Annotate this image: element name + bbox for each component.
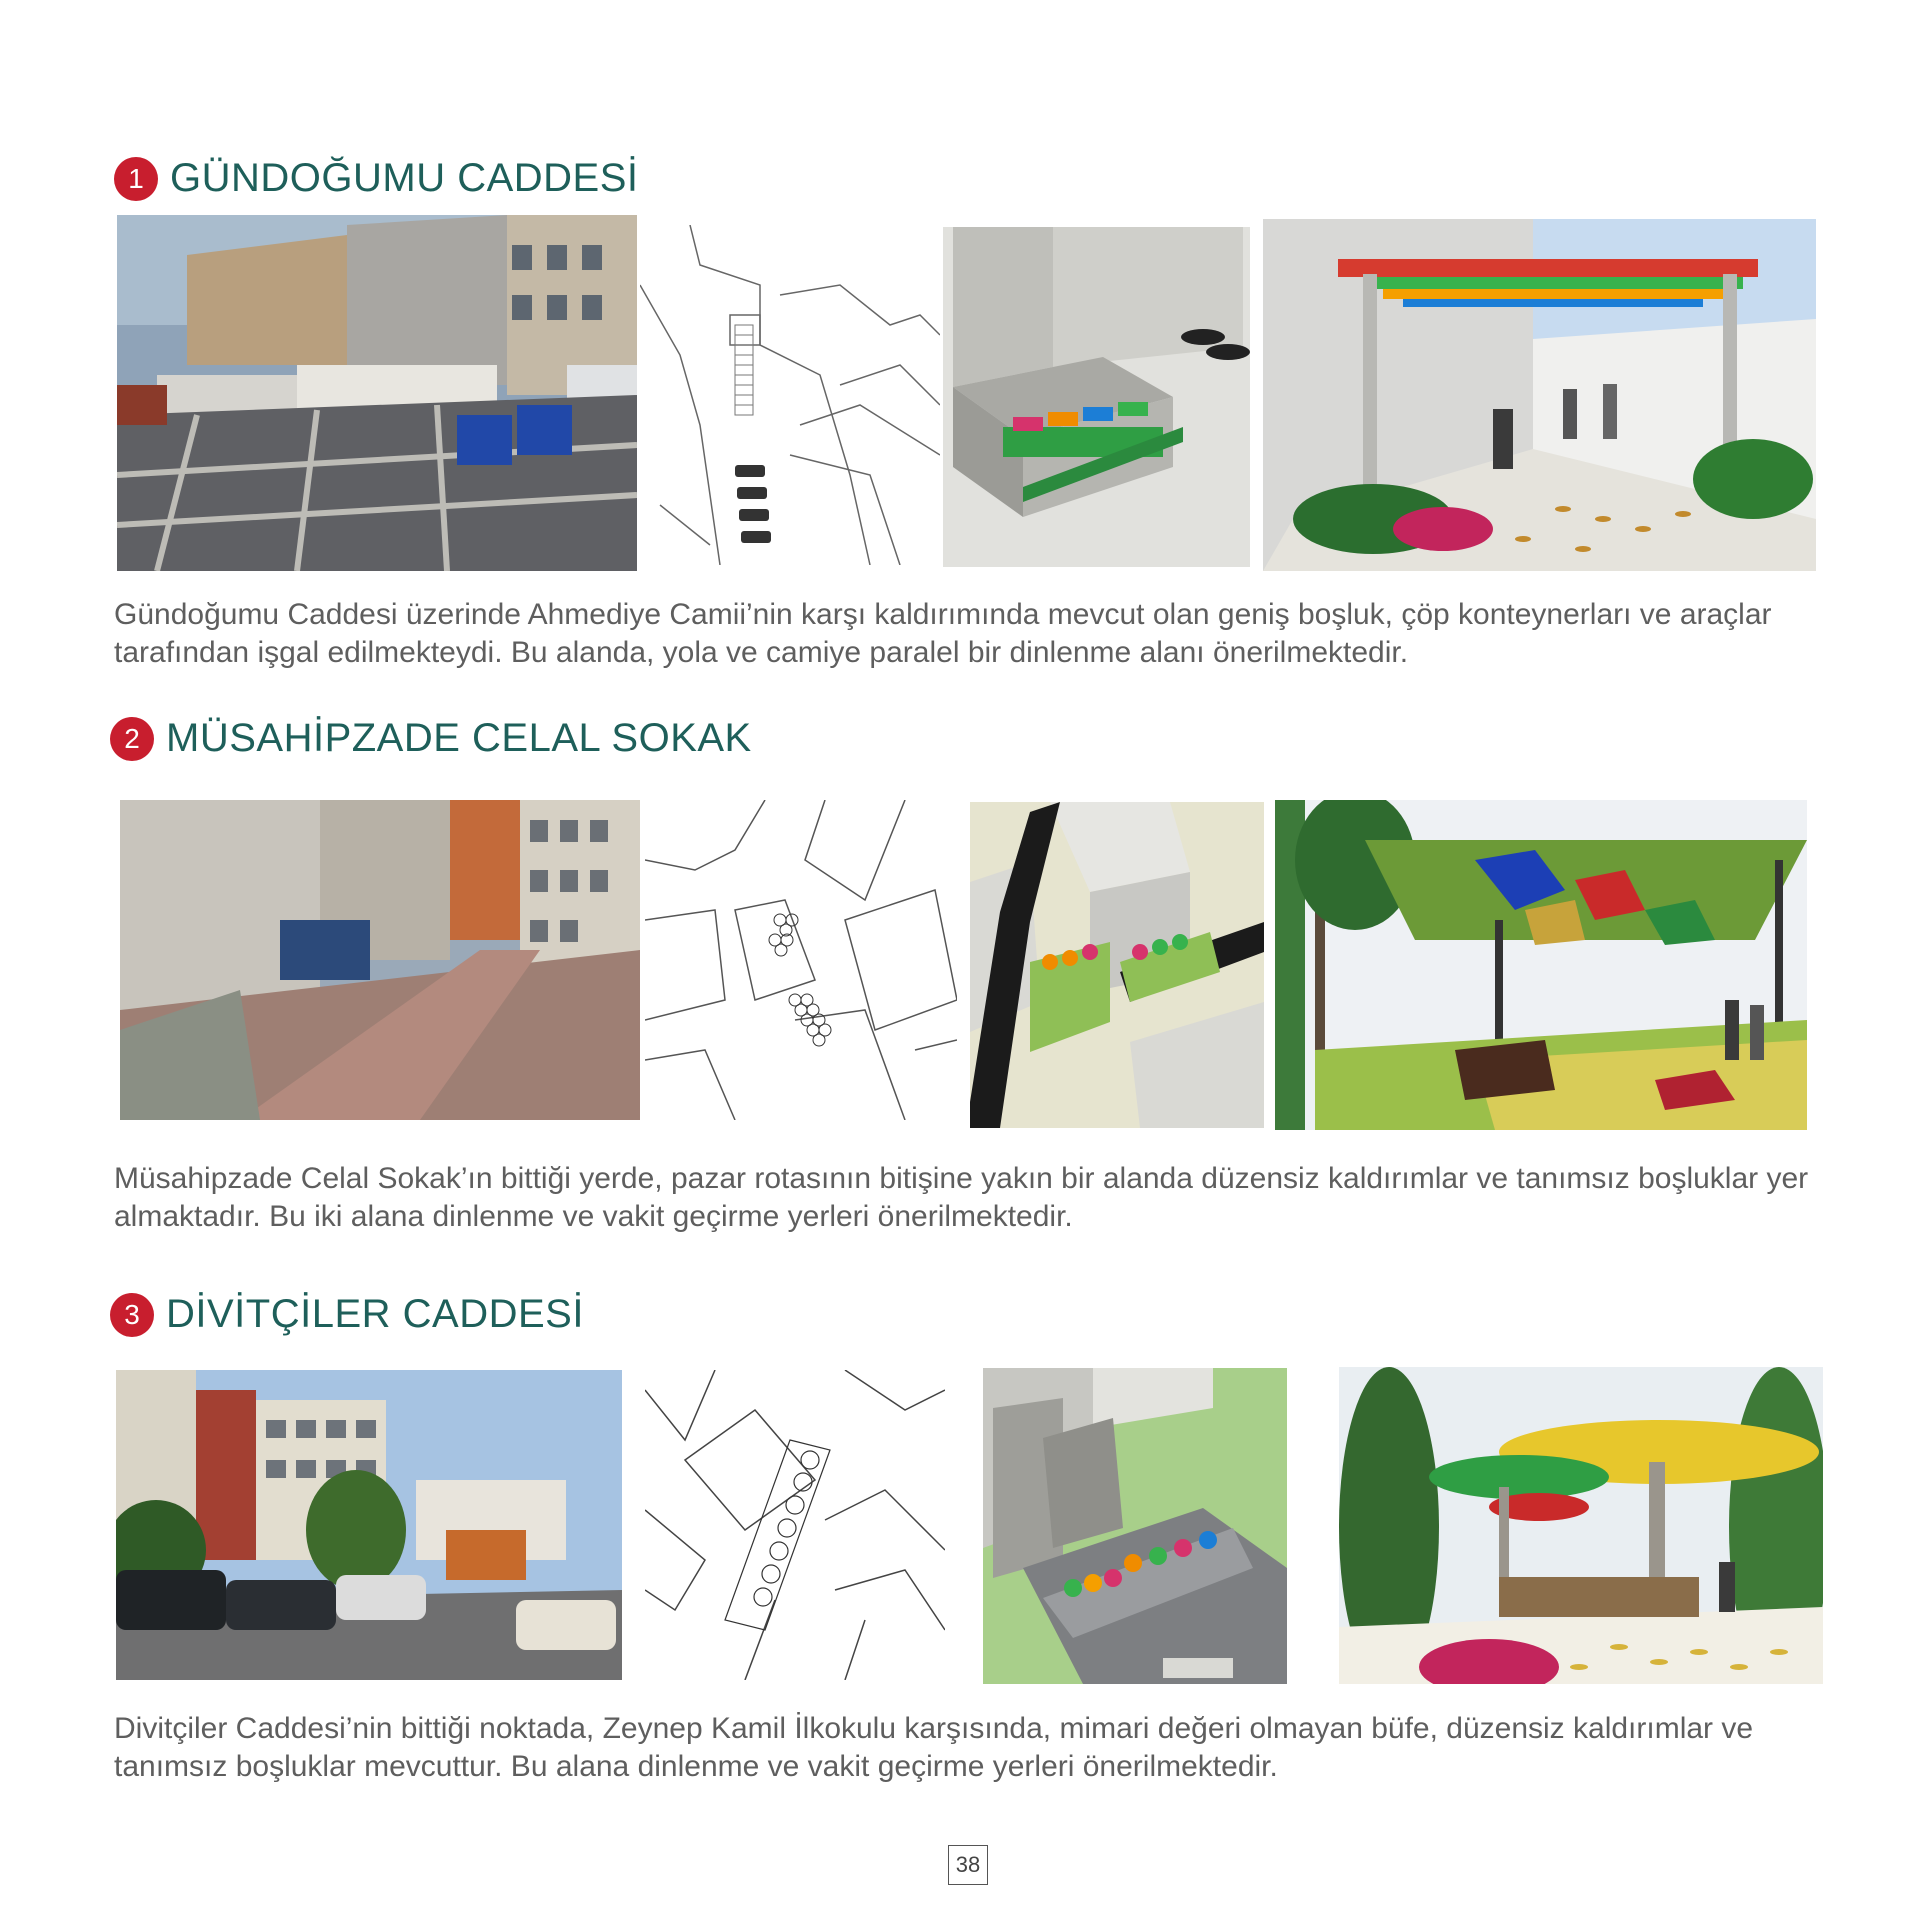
section-description: Gündoğumu Caddesi üzerinde Ahmediye Camii’nin karşı kaldırımında mevcut olan geniş boşluk, çöp konteynerları ve araçlar tarafından işgal edilmekteydi. Bu alanda, yola ve camiye paralel bir dinlenme alanı önerilmektedir.: [114, 598, 1772, 669]
section-number-badge: 2: [110, 717, 154, 761]
section-number-badge: 3: [110, 1293, 154, 1337]
street-photo: [120, 800, 640, 1120]
section-number-badge: 1: [114, 157, 158, 201]
section-description: Müsahipzade Celal Sokak’ın bittiği yerde, pazar rotasının bitişine yakın bir alanda düzensiz kaldırımlar ve tanımsız boşluklar yer almaktadır. Bu iki alana dinlenme ve vakit geçirme yerleri önerilmektedir.: [114, 1162, 1809, 1233]
section-title: DİVİTÇİLER CADDESİ: [166, 1292, 584, 1336]
design-rendering: [1339, 1367, 1823, 1684]
section-heading: [114, 156, 639, 201]
massing-model: [970, 802, 1264, 1128]
site-plan-drawing: [645, 1370, 945, 1680]
street-photo: [117, 215, 637, 571]
section-title: GÜNDOĞUMU CADDESİ: [170, 156, 639, 200]
street-photo: [116, 1370, 622, 1680]
massing-model: [983, 1368, 1287, 1684]
section-description: Divitçiler Caddesi’nin bittiği noktada, Zeynep Kamil İlkokulu karşısında, mimari değeri olmayan büfe, düzensiz kaldırımlar ve tanımsız boşluklar mevcuttur. Bu alana dinlenme ve vakit geçirme yerleri önerilmektedir.: [114, 1712, 1754, 1783]
design-rendering: [1275, 800, 1807, 1130]
site-plan-drawing: [640, 225, 940, 565]
section-title: MÜSAHİPZADE CELAL SOKAK: [166, 716, 752, 760]
page-number: 38: [948, 1845, 988, 1885]
design-rendering: [1263, 219, 1816, 571]
site-plan-drawing: [645, 800, 957, 1120]
massing-model: [943, 227, 1250, 567]
section-heading: [110, 1292, 584, 1337]
section-heading: [110, 716, 752, 761]
